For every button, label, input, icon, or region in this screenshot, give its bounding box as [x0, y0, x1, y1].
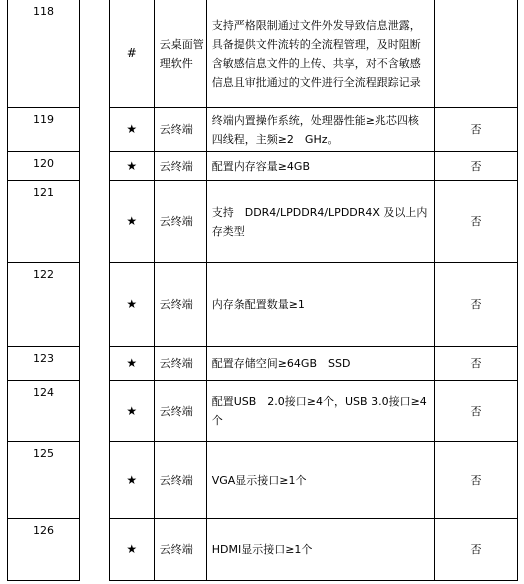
row-category: 云终端 [154, 442, 206, 519]
row-requirement: 终端内置操作系统，处理器性能≥兆芯四核四线程，主频≥2 GHz。 [206, 108, 434, 152]
row-category: 云终端 [154, 181, 206, 263]
edge-cell [518, 108, 524, 152]
edge-cell [518, 347, 524, 381]
row-number: 121 [8, 181, 80, 263]
row-answer: 否 [434, 263, 518, 347]
row-number: 118 [8, 0, 80, 108]
spec-table [7, 0, 524, 581]
row-answer: 否 [434, 381, 518, 442]
row-category: 云终端 [154, 108, 206, 152]
table-row [8, 442, 524, 519]
row-category: 云终端 [154, 519, 206, 581]
row-category: 云终端 [154, 347, 206, 381]
spacer-cell [79, 263, 109, 347]
edge-cell [518, 263, 524, 347]
spacer-cell [79, 0, 109, 108]
row-requirement: VGA显示接口≥1个 [206, 442, 434, 519]
row-number: 125 [8, 442, 80, 519]
row-mark: ★ [109, 519, 154, 581]
row-requirement: HDMI显示接口≥1个 [206, 519, 434, 581]
row-mark: ★ [109, 108, 154, 152]
spacer-cell [79, 519, 109, 581]
row-mark: ★ [109, 381, 154, 442]
edge-cell [518, 181, 524, 263]
table-row [8, 0, 524, 108]
spacer-cell [79, 181, 109, 263]
row-answer: 否 [434, 347, 518, 381]
edge-cell [518, 0, 524, 108]
row-requirement: 支持严格限制通过文件外发导致信息泄露，具备提供文件流转的全流程管理，及时阻断含敏感信息文件的上传、共享，对不含敏感信息且审批通过的文件进行全流程跟踪记录 [206, 0, 434, 108]
row-number: 126 [8, 519, 80, 581]
row-category: 云终端 [154, 152, 206, 181]
table-row [8, 181, 524, 263]
row-requirement: 配置存储空间≥64GB SSD [206, 347, 434, 381]
edge-cell [518, 442, 524, 519]
row-number: 119 [8, 108, 80, 152]
table-row [8, 381, 524, 442]
spacer-cell [79, 108, 109, 152]
row-mark: ★ [109, 442, 154, 519]
row-requirement: 配置内存容量≥4GB [206, 152, 434, 181]
row-mark: # [109, 0, 154, 108]
table-row [8, 108, 524, 152]
row-mark: ★ [109, 181, 154, 263]
row-answer [434, 0, 518, 108]
row-mark: ★ [109, 347, 154, 381]
row-requirement: 支持 DDR4/LPDDR4/LPDDR4X 及以上内存类型 [206, 181, 434, 263]
edge-cell [518, 152, 524, 181]
row-answer: 否 [434, 442, 518, 519]
table-row [8, 347, 524, 381]
spacer-cell [79, 347, 109, 381]
row-category: 云桌面管理软件 [154, 0, 206, 108]
row-answer: 否 [434, 181, 518, 263]
row-category: 云终端 [154, 263, 206, 347]
table-row [8, 263, 524, 347]
row-answer: 否 [434, 152, 518, 181]
spacer-cell [79, 381, 109, 442]
edge-cell [518, 381, 524, 442]
spacer-cell [79, 442, 109, 519]
edge-cell [518, 519, 524, 581]
row-number: 120 [8, 152, 80, 181]
row-mark: ★ [109, 263, 154, 347]
row-category: 云终端 [154, 381, 206, 442]
row-number: 123 [8, 347, 80, 381]
row-requirement: 内存条配置数量≥1 [206, 263, 434, 347]
row-requirement: 配置USB 2.0接口≥4个，USB 3.0接口≥4个 [206, 381, 434, 442]
row-number: 124 [8, 381, 80, 442]
row-answer: 否 [434, 108, 518, 152]
row-number: 122 [8, 263, 80, 347]
row-mark: ★ [109, 152, 154, 181]
row-answer: 否 [434, 519, 518, 581]
spacer-cell [79, 152, 109, 181]
table-row [8, 152, 524, 181]
table-row [8, 519, 524, 581]
